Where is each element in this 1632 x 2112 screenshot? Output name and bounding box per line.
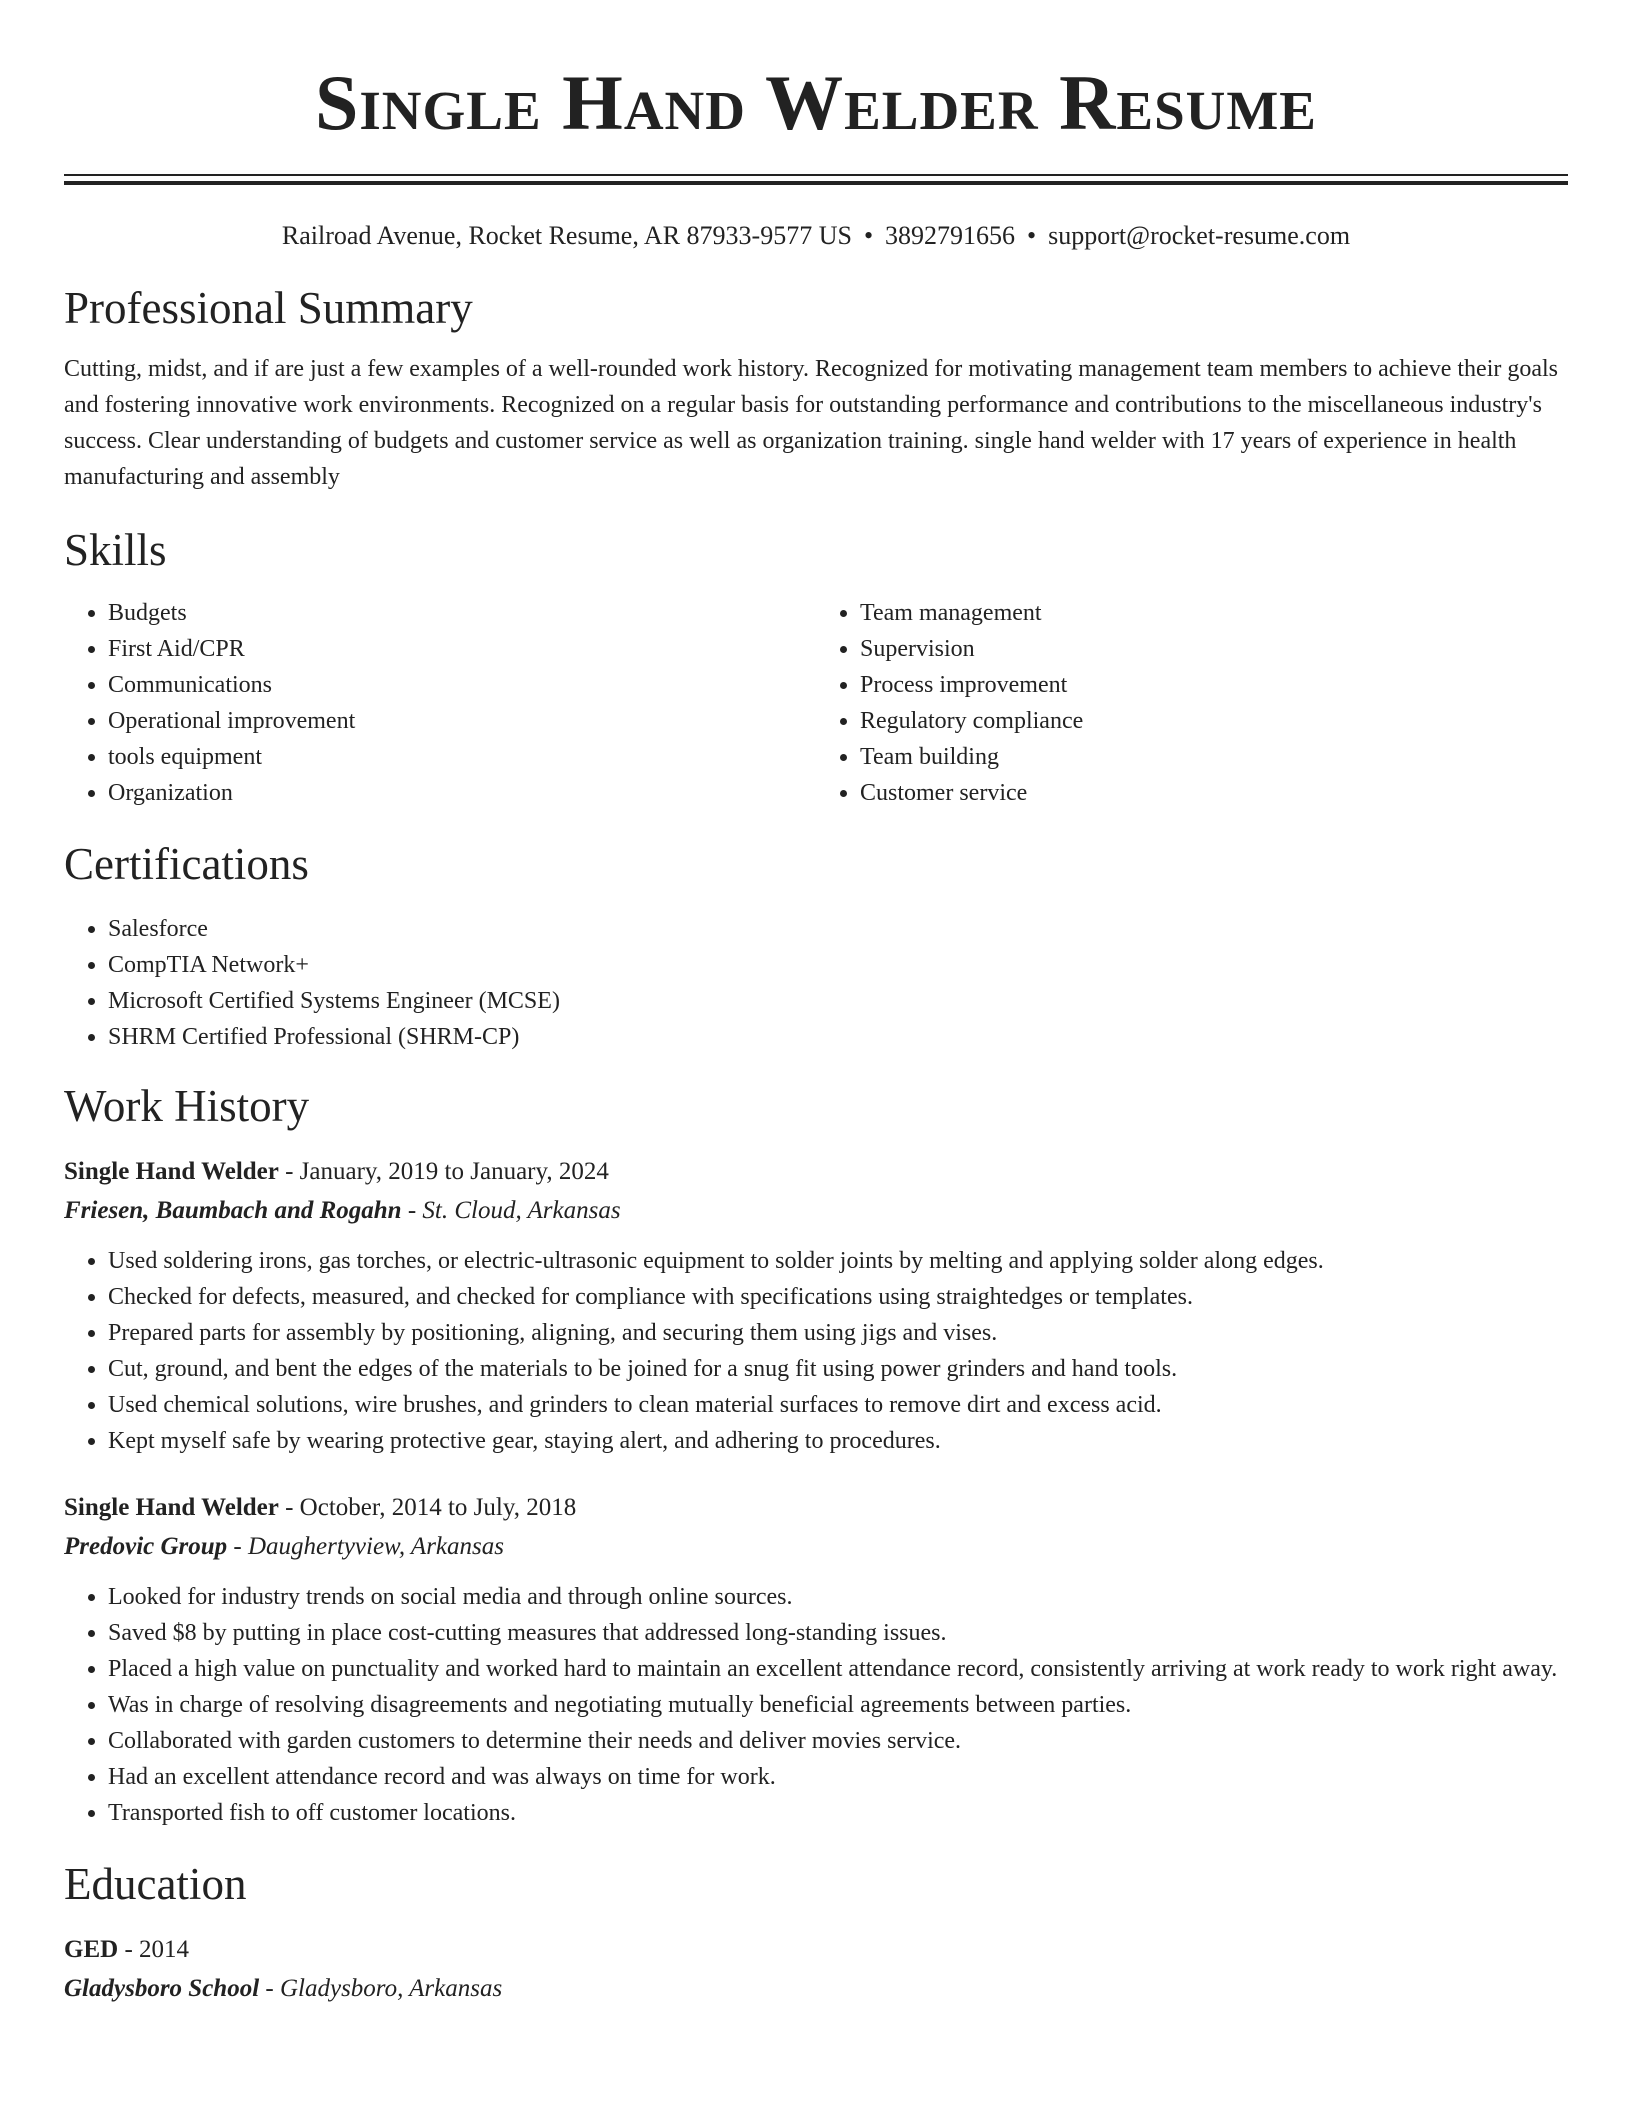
certification-item: • CompTIA Network+ — [108, 947, 1568, 983]
job-duty: • Collaborated with garden customers to determine their needs and deliver movies service. — [108, 1723, 1568, 1759]
company-line — [64, 1191, 1568, 1231]
certification-item: • Microsoft Certified Systems Engineer (MCSE) — [108, 983, 1568, 1019]
job-duties-list — [64, 1579, 1568, 1831]
skills-heading: Skills — [64, 525, 167, 575]
job-duty: • Placed a high value on punctuality and worked hard to maintain an excellent attendance record, consistently arriving at work ready to work right away. — [108, 1651, 1568, 1687]
work-history-heading: Work History — [64, 1081, 310, 1131]
skill-item: • Team management — [860, 595, 1568, 631]
bullet-separator: • — [1027, 221, 1037, 250]
company-name: Predovic Group — [64, 1533, 228, 1560]
company-line — [64, 1527, 1568, 1567]
title-rule-thin — [64, 174, 1568, 176]
company-location: - St. Cloud, Arkansas — [401, 1197, 621, 1224]
school-name: Gladysboro School — [64, 1975, 260, 2002]
degree-year: - 2014 — [118, 1936, 190, 1963]
job-duties-list — [64, 1243, 1568, 1459]
job-duty: • Checked for defects, measured, and checked for compliance with specifications using straightedges or templates. — [108, 1279, 1568, 1315]
degree-line — [64, 1931, 1568, 1969]
skills-section — [64, 525, 1568, 811]
skill-item: • Organization — [108, 775, 816, 811]
contact-phone: 3892791656 — [885, 221, 1016, 250]
certifications-list — [64, 911, 1568, 1055]
summary-heading: Professional Summary — [64, 283, 473, 333]
skills-list-right — [816, 595, 1568, 811]
title-rule-thick — [64, 181, 1568, 185]
job-duty: • Saved $8 by putting in place cost-cutting measures that addressed long-standing issues. — [108, 1615, 1568, 1651]
skill-item: • tools equipment — [108, 739, 816, 775]
resume-title: Single Hand Welder Resume — [315, 59, 1317, 146]
school-location: - Gladysboro, Arkansas — [259, 1975, 503, 2002]
job-duty: • Looked for industry trends on social media and through online sources. — [108, 1579, 1568, 1615]
skill-item: • Operational improvement — [108, 703, 816, 739]
job-title: Single Hand Welder — [64, 1494, 279, 1521]
job-entry — [64, 1153, 1568, 1459]
skill-item: • Customer service — [860, 775, 1568, 811]
bullet-separator: • — [863, 221, 874, 250]
education-heading: Education — [64, 1859, 247, 1909]
job-duty: • Used soldering irons, gas torches, or electric-ultrasonic equipment to solder joints by melting and applying solder along edges. — [108, 1243, 1568, 1279]
job-duty: • Kept myself safe by wearing protective gear, staying alert, and adhering to procedures. — [108, 1423, 1568, 1459]
skill-item: • Supervision — [860, 631, 1568, 667]
contact-email[interactable]: support@rocket-resume.com — [1048, 221, 1351, 250]
certifications-heading: Certifications — [64, 839, 309, 889]
skill-item: • First Aid/CPR — [108, 631, 816, 667]
job-title-line — [64, 1153, 1568, 1191]
job-duty: • Prepared parts for assembly by positioning, aligning, and securing them using jigs and vises. — [108, 1315, 1568, 1351]
skill-item: • Budgets — [108, 595, 816, 631]
summary-text: Cutting, midst, and if are just a few examples of a well-rounded work history. Recognized for motivating management team members to achieve their goals and fostering innovative work environments. Recognized on a regular basis for outstanding performance and contributions to the miscellaneous industry's success. Clear understanding of budgets and customer service as well as organization training. single hand welder with 17 years of experience in health manufacturing and assembly — [64, 356, 1559, 490]
job-duty: • Had an excellent attendance record and was always on time for work. — [108, 1759, 1568, 1795]
contact-line — [64, 221, 1568, 251]
job-entry — [64, 1489, 1568, 1831]
job-dates: - January, 2019 to January, 2024 — [278, 1158, 609, 1185]
certifications-section — [64, 839, 1568, 1055]
job-dates: - October, 2014 to July, 2018 — [278, 1494, 577, 1521]
education-entry — [64, 1931, 1568, 2009]
job-duty: • Was in charge of resolving disagreements and negotiating mutually beneficial agreements between parties. — [108, 1687, 1568, 1723]
degree-name: GED — [64, 1936, 119, 1963]
contact-address: Railroad Avenue, Rocket Resume, AR 87933-9577 US — [281, 221, 852, 250]
job-duty: • Transported fish to off customer locations. — [108, 1795, 1568, 1831]
job-duty: • Used chemical solutions, wire brushes, and grinders to clean material surfaces to remove dirt and excess acid. — [108, 1387, 1568, 1423]
skill-item: • Team building — [860, 739, 1568, 775]
job-title: Single Hand Welder — [64, 1158, 279, 1185]
job-title-line — [64, 1489, 1568, 1527]
certification-item: • SHRM Certified Professional (SHRM-CP) — [108, 1019, 1568, 1055]
education-section — [64, 1859, 1568, 2009]
certification-item: • Salesforce — [108, 911, 1568, 947]
summary-section — [64, 283, 1568, 495]
work-history-section — [64, 1081, 1568, 1831]
skill-item: • Process improvement — [860, 667, 1568, 703]
company-location: - Daughertyview, Arkansas — [227, 1533, 504, 1560]
company-name: Friesen, Baumbach and Rogahn — [64, 1197, 402, 1224]
school-line — [64, 1969, 1568, 2009]
skills-columns — [64, 595, 1568, 811]
skill-item: • Communications — [108, 667, 816, 703]
skills-list-left — [64, 595, 816, 811]
skill-item: • Regulatory compliance — [860, 703, 1568, 739]
job-duty: • Cut, ground, and bent the edges of the materials to be joined for a snug fit using power grinders and hand tools. — [108, 1351, 1568, 1387]
